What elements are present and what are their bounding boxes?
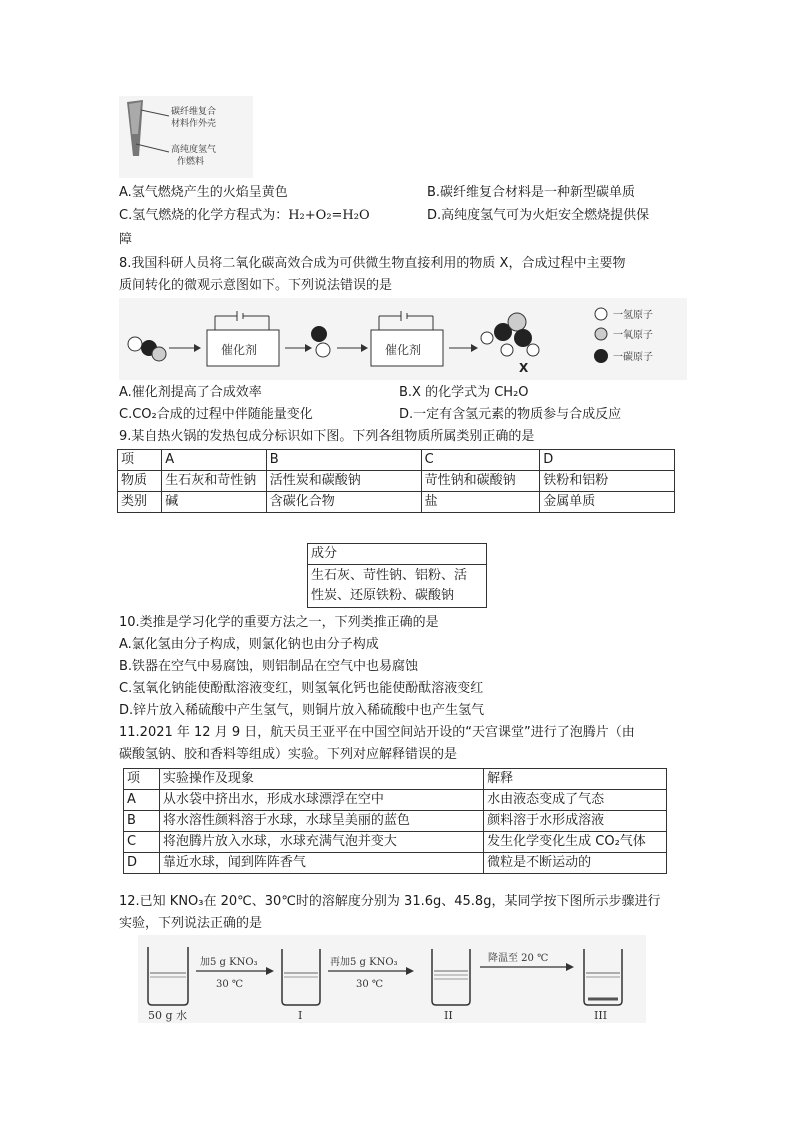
q11-cell: 微粒是不断运动的 [484,853,667,874]
legend-oxygen: 一氧原子 [613,330,653,341]
beaker-label-water: 50 g 水 [148,1009,188,1022]
q9-header-cell: A [162,450,267,471]
q9-cell: 类别 [118,492,162,513]
q8-option-b: B.X 的化学式为 CH₂O [399,385,529,400]
table-row [124,853,667,874]
q7-option-d-cont: 障 [119,232,133,247]
q12-beaker-diagram [138,935,646,1023]
q10-stem: 10.类推是学习化学的重要方法之一，下列类推正确的是 [119,615,439,630]
q9-cell: 碱 [162,492,267,513]
q9-header-cell: C [421,450,540,471]
q10-option-c: C.氢氧化钠能使酚酞溶液变红，则氢氧化钙也能使酚酞溶液变红 [119,681,484,696]
q11-table [123,768,667,874]
q9-table-header [118,450,675,471]
q9-cell: 盐 [421,492,540,513]
q7-option-c [119,207,370,225]
q9-header-cell: B [266,450,421,471]
q7-option-d: D.高纯度氢气可为火炬安全燃烧提供保 [427,208,650,223]
q8-micro-diagram [119,298,687,380]
step1-top: 加5 g KNO₃ [200,957,258,968]
q11-header-cell: 项 [124,769,160,790]
q12-diagram-svg [138,935,646,1023]
q8-option-c: C.CO₂合成的过程中伴随能量变化 [119,407,313,422]
ingredients-line-1: 生石灰、苛性钠、铝粉、活 [311,568,468,583]
q8-option-d: D.一定有含氢元素的物质参与合成反应 [399,407,622,422]
q11-stem-line1: 11.2021 年 12 月 9 日，航天员王亚平在中国空间站开设的“天宫课堂”进行了泡腾片（由 [119,725,635,740]
step2-top: 再加5 g KNO₃ [330,957,398,968]
q7-option-c-text: C.氢气燃烧的化学方程式为： [119,208,289,223]
ingredients-title: 成分 [308,544,487,565]
q10-option-d: D.锌片放入稀硫酸中产生氢气，则铜片放入稀硫酸中也产生氢气 [119,703,485,718]
q9-cell: 物质 [118,471,162,492]
q11-cell: 从水袋中挤出水，形成水球漂浮在空中 [159,790,483,811]
q9-cell: 铁粉和铝粉 [540,471,675,492]
q11-cell: D [124,853,160,874]
ingredients-line-2: 性炭、还原铁粉、碳酸钠 [311,588,455,603]
torch-figure [119,96,253,178]
q11-stem-line2: 碳酸氢钠、胶和香料等组成）实验。下列对应解释错误的是 [119,747,458,762]
q9-cell: 苛性钠和碳酸钠 [421,471,540,492]
table-row [118,492,675,513]
table-row [118,471,675,492]
q11-cell: 发生化学变化生成 CO₂气体 [484,832,667,853]
q11-cell: 将泡腾片放入水球，水球充满气泡并变大 [159,832,483,853]
q11-header-cell: 解释 [484,769,667,790]
q12-stem-line2: 实验，下列说法正确的是 [119,916,263,931]
q8-option-a: A.催化剂提高了合成效率 [119,385,262,400]
catalyst-label-1: 催化剂 [221,343,258,357]
q8-diagram-svg [119,298,687,380]
fig-label-2: 材料作外壳 [171,119,217,129]
legend-carbon: 一碳原子 [613,352,653,363]
step3-top: 降温至 20 ℃ [488,953,549,964]
q9-cell: 生石灰和苛性钠 [162,471,267,492]
q9-cell: 活性炭和碳酸钠 [266,471,421,492]
q8-stem-line1: 8.我国科研人员将二氧化碳高效合成为可供微生物直接利用的物质 X，合成过程中主要物 [119,256,626,271]
x-label: X [519,361,529,375]
q9-stem: 9.某自热火锅的发热包成分标识如下图。下列各组物质所属类别正确的是 [119,429,535,444]
q11-table-header [124,769,667,790]
q11-cell: 颜料溶于水形成溶液 [484,811,667,832]
q7-option-b: B.碳纤维复合材料是一种新型碳单质 [427,185,636,200]
table-row [124,811,667,832]
q11-cell: A [124,790,160,811]
q11-cell: 将水溶性颜料溶于水球，水球呈美丽的蓝色 [159,811,483,832]
fig-label-3: 高纯度氢气 [171,145,217,155]
q10-option-a: A.氯化氢由分子构成，则氯化钠也由分子构成 [119,637,379,652]
q11-cell: 水由液态变成了气态 [484,790,667,811]
table-row [124,832,667,853]
q9-header-cell: 项 [118,450,162,471]
q7-option-a: A.氢气燃烧产生的火焰呈黄色 [119,185,288,200]
q9-cell: 金属单质 [540,492,675,513]
q12-stem-line1: 12.已知 KNO₃在 20℃、30℃时的溶解度分别为 31.6g、45.8g，某同学按下图所示步骤进行 [119,894,661,909]
q11-cell: B [124,811,160,832]
fig-label-4: 作燃料 [177,157,205,167]
q9-cell: 含碳化合物 [266,492,421,513]
beaker-label-i: I [298,1009,303,1022]
q8-stem-line2: 质间转化的微观示意图如下。下列说法错误的是 [119,278,393,293]
q7-option-c-formula: H₂+O₂=H₂O [288,208,370,223]
beaker-label-ii: II [444,1009,453,1022]
step1-bottom: 30 ℃ [216,979,244,990]
beaker-label-iii: III [594,1009,608,1022]
table-row [124,790,667,811]
legend-hydrogen: 一氢原子 [613,310,653,321]
ingredients-box [307,543,487,608]
step2-bottom: 30 ℃ [356,979,384,990]
q9-header-cell: D [540,450,675,471]
torch-illustration [119,96,253,178]
q11-cell: C [124,832,160,853]
catalyst-label-2: 催化剂 [385,343,422,357]
ingredients-list [308,565,487,608]
q10-option-b: B.铁器在空气中易腐蚀，则铝制品在空气中也易腐蚀 [119,659,419,674]
q11-cell: 靠近水球，闻到阵阵香气 [159,853,483,874]
fig-label-1: 碳纤维复合 [171,107,217,117]
q9-table [117,449,675,513]
q11-header-cell: 实验操作及现象 [159,769,483,790]
